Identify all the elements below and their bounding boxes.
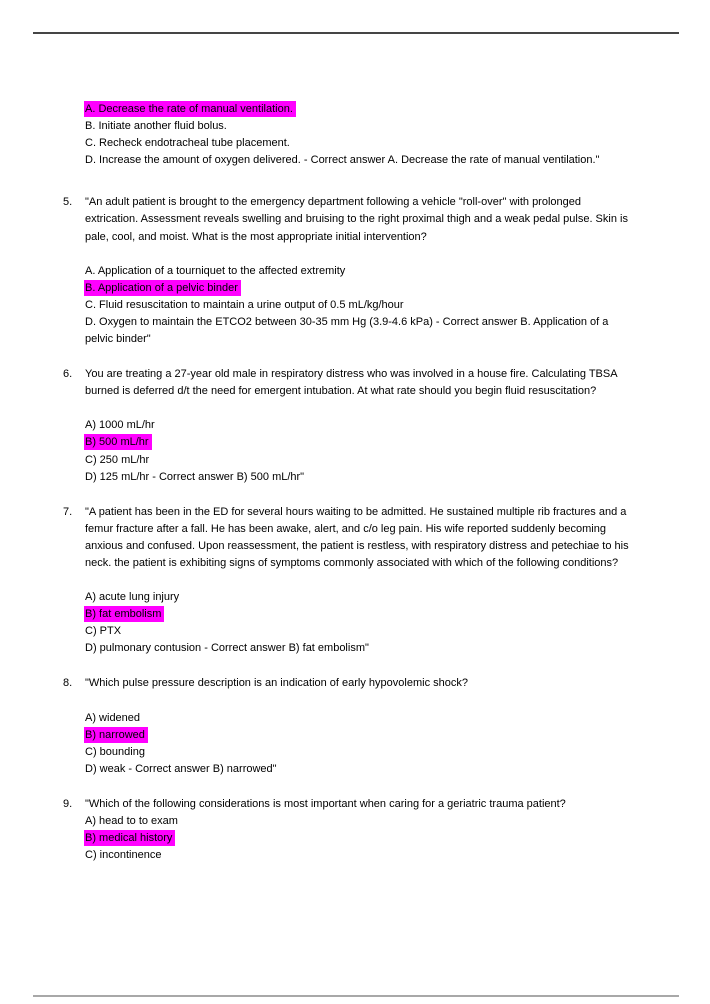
answer-option-text: A) widened	[85, 711, 141, 724]
answer-option-text: B) medical history	[84, 830, 175, 846]
question-number: 6.	[63, 368, 73, 381]
answer-option	[85, 452, 637, 469]
answer-option	[85, 640, 637, 657]
bottom-rule	[33, 995, 679, 997]
answer-option	[85, 152, 637, 169]
answer-option	[85, 727, 637, 744]
answer-option	[85, 744, 637, 761]
answer-option	[85, 135, 637, 152]
answer-option	[85, 280, 637, 297]
answer-option	[85, 761, 637, 778]
answer-option-text: B) fat embolism	[84, 606, 164, 622]
answer-option-text: B. Initiate another fluid bolus.	[85, 120, 227, 133]
answer-option-text: A) head to to exam	[85, 815, 178, 827]
questions-list	[0, 101, 710, 864]
answer-option-text: C) 250 mL/hr	[85, 453, 150, 466]
answer-option-text: C) incontinence	[85, 849, 162, 862]
options-group	[85, 101, 637, 169]
top-rule	[33, 32, 679, 34]
question-text: "An adult patient is brought to the emergency department following a vehicle "roll-over" with prolonged extrication. Assessment reveals swelling and bruising to the right proximal thigh and a weak pedal pulse. Skin is pale, cool, and moist. What is the most appropriate initial intervention?	[85, 196, 632, 243]
question-number: 9.	[63, 797, 73, 810]
answer-option	[85, 710, 637, 727]
answer-option	[85, 589, 637, 606]
options-group	[85, 417, 637, 485]
answer-option-text: D. Oxygen to maintain the ETCO2 between 30-35 mm Hg (3.9-4.6 kPa) - Correct answer B. Application of a pelvic binder"	[85, 315, 612, 346]
question-text: "Which pulse pressure description is an indication of early hypovolemic shock?	[85, 677, 468, 690]
answer-option	[85, 101, 637, 118]
question-block	[0, 675, 710, 777]
answer-option	[85, 469, 637, 486]
answer-option-text: D) 125 mL/hr - Correct answer B) 500 mL/hr"	[85, 470, 305, 483]
answer-option	[85, 830, 637, 847]
question-text: You are treating a 27-year old male in respiratory distress who was involved in a house fire. Calculating TBSA burned is deferred d/t the need for emergent intubation. At what rate should you begin fluid resuscitation?	[85, 368, 621, 398]
answer-option	[85, 263, 637, 280]
answer-option	[85, 606, 637, 623]
answer-option-text: A) acute lung injury	[85, 591, 180, 604]
options-group	[85, 710, 637, 778]
question-block	[0, 366, 710, 486]
answer-option-text: B) narrowed	[84, 727, 148, 743]
question-text: "Which of the following considerations is most important when caring for a geriatric trauma patient?	[85, 797, 566, 810]
answer-option	[85, 417, 637, 434]
question-block	[0, 194, 710, 348]
answer-option-text: D) weak - Correct answer B) narrowed"	[85, 762, 277, 775]
answer-option-text: C. Recheck endotracheal tube placement.	[85, 137, 290, 150]
answer-option-text: B) 500 mL/hr	[84, 434, 152, 450]
question-number: 7.	[63, 505, 73, 518]
answer-option-text: A. Decrease the rate of manual ventilation.	[84, 101, 296, 117]
answer-option	[85, 434, 637, 451]
answer-option-text: D) pulmonary contusion - Correct answer B) fat embolism"	[85, 642, 369, 655]
question-number: 8.	[63, 677, 73, 690]
answer-option-text: C. Fluid resuscitation to maintain a urine output of 0.5 mL/kg/hour	[85, 298, 404, 311]
answer-option-text: A. Application of a tourniquet to the affected extremity	[85, 264, 346, 277]
options-group	[85, 589, 637, 657]
question-block	[0, 504, 710, 658]
question-block	[0, 101, 710, 169]
options-group	[85, 813, 637, 864]
options-group	[85, 263, 637, 348]
question-block	[0, 796, 710, 864]
answer-option	[85, 623, 637, 640]
answer-option-text: C) PTX	[85, 625, 122, 638]
answer-option-text: D. Increase the amount of oxygen delivered. - Correct answer A. Decrease the rate of manual ventilation."	[85, 154, 600, 167]
answer-option	[85, 297, 637, 314]
answer-option	[85, 813, 637, 830]
answer-option	[85, 314, 637, 348]
answer-option	[85, 847, 637, 864]
answer-option-text: A) 1000 mL/hr	[85, 419, 155, 432]
answer-option-text: B. Application of a pelvic binder	[84, 280, 241, 296]
question-number: 5.	[63, 196, 73, 209]
answer-option	[85, 118, 637, 135]
answer-option-text: C) bounding	[85, 745, 145, 758]
question-text: "A patient has been in the ED for several hours waiting to be admitted. He sustained multiple rib fractures and a femur fracture after a fall. He has been awake, alert, and c/o leg pain. His wife reported suddenly becoming anxious and confused. Upon reassessment, the patient is restless, with respiratory distress and petechiae to his neck. the patient is exhibiting signs of symptoms commonly associated with which of the following conditions?	[85, 505, 632, 569]
